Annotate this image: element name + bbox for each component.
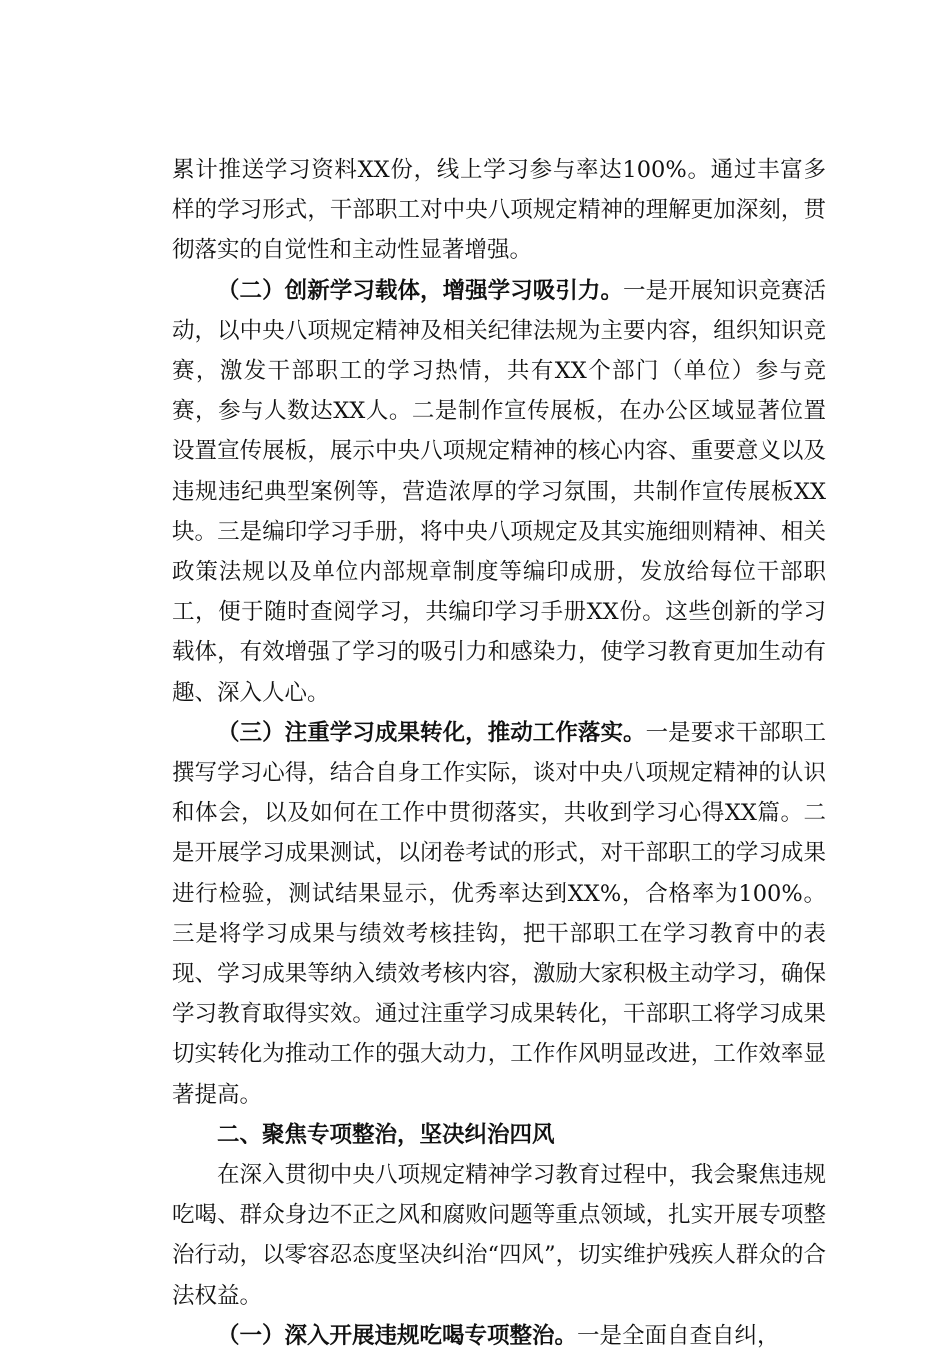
paragraph-subsection-2 (172, 271, 826, 713)
document-body (172, 150, 826, 1356)
subsection-heading-3: （三）注重学习成果转化，推动工作落实。 (217, 719, 646, 746)
subsection-text-2: 一是开展知识竞赛活动，以中央八项规定精神及相关纪律法规为主要内容，组织知识竞赛，激发干部职工的学习热情，共有XX个部门（单位）参与竞赛，参与人数达XX人。二是制作宣传展板，在办公区域显著位置设置宣传展板，展示中央八项规定精神的核心内容、重要意义以及违规违纪典型案例等，营造浓厚的学习氛围，共制作宣传展板XX块。三是编印学习手册，将中央八项规定及其实施细则精神、相关政策法规以及单位内部规章制度等编印成册，发放给每位干部职工，便于随时查阅学习，共编印学习手册XX份。这些创新的学习载体，有效增强了学习的吸引力和感染力，使学习教育更加生动有趣、深入人心。 (172, 277, 826, 706)
subsection-text-1: 一是全面自查自纠， (577, 1322, 780, 1349)
paragraph-subsection-3 (172, 713, 826, 1115)
section-heading-2: 二、聚焦专项整治，坚决纠治四风 (217, 1121, 555, 1148)
paragraph-subsection-1 (172, 1316, 826, 1356)
subsection-text-3: 一是要求干部职工撰写学习心得，结合自身工作实际，谈对中央八项规定精神的认识和体会，以及如何在工作中贯彻落实，共收到学习心得XX篇。二是开展学习成果测试，以闭卷考试的形式，对干部职工的学习成果进行检验，测试结果显示，优秀率达到XX%，合格率为100%。三是将学习成果与绩效考核挂钩，把干部职工在学习教育中的表现、学习成果等纳入绩效考核内容，激励大家积极主动学习，确保学习教育取得实效。通过注重学习成果转化，干部职工将学习成果切实转化为推动工作的强大动力，工作作风明显改进，工作效率显著提高。 (172, 719, 826, 1108)
paragraph-body: 在深入贯彻中央八项规定精神学习教育过程中，我会聚焦违规吃喝、群众身边不正之风和腐败问题等重点领域，扎实开展专项整治行动，以零容忍态度坚决纠治“四风”，切实维护残疾人群众的合法权益。 (172, 1162, 826, 1309)
subsection-heading-1: （一）深入开展违规吃喝专项整治。 (217, 1322, 578, 1349)
subsection-heading-2: （二）创新学习载体，增强学习吸引力。 (217, 277, 624, 304)
paragraph-continuation: 累计推送学习资料XX份，线上学习参与率达100%。通过丰富多样的学习形式，干部职工对中央八项规定精神的理解更加深刻，贯彻落实的自觉性和主动性显著增强。 (172, 157, 826, 264)
